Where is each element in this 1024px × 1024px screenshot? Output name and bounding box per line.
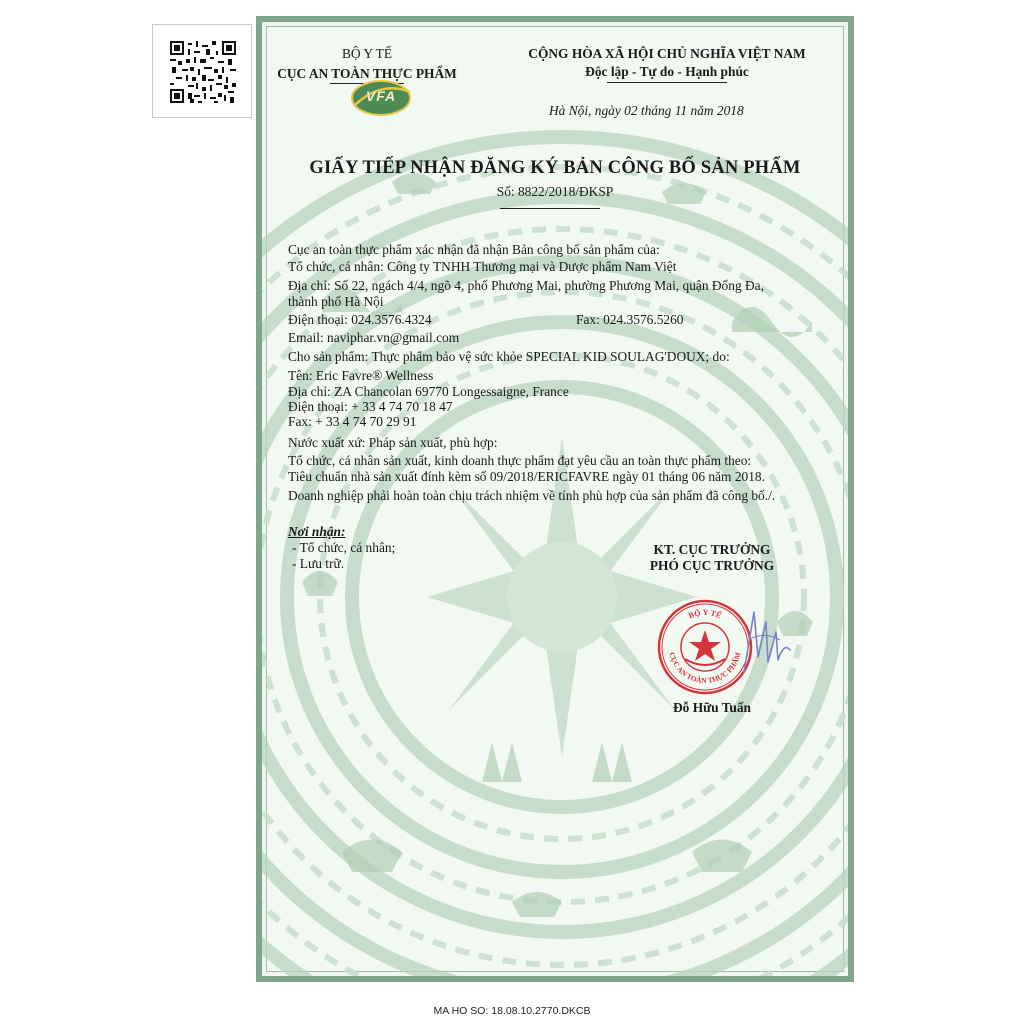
signer-role-secondary: PHÓ CỤC TRƯỞNG	[649, 558, 775, 573]
organization-address-line2: thành phố Hà Nội	[288, 294, 384, 309]
certificate-document	[256, 16, 854, 982]
qr-code-icon	[170, 41, 236, 103]
recipients-heading: Nơi nhận:	[288, 524, 346, 539]
manufacturer-name: Tên: Eric Favre® Wellness	[288, 368, 434, 383]
recipient-item: - Tổ chức, cá nhân;	[292, 540, 396, 555]
organization-email: Email: naviphar.vn@gmail.com	[288, 330, 460, 345]
intro-text: Cục an toàn thực phẩm xác nhận đã nhận Bản công bố sản phẩm của:	[288, 242, 660, 257]
signer-role-primary: KT. CỤC TRƯỞNG	[653, 542, 771, 557]
department-name: CỤC AN TOÀN THỰC PHẨM	[277, 66, 457, 81]
manufacturer-fax: Fax: + 33 4 74 70 29 91	[288, 414, 417, 429]
document-number: Số: 8822/2018/ĐKSP	[496, 184, 614, 199]
handwritten-signature	[732, 602, 802, 682]
manufacturer-phone: Điện thoại: + 33 4 74 70 18 47	[288, 399, 453, 414]
product-line: Cho sản phẩm: Thực phẩm bảo vệ sức khỏe SPECIAL KID SOULAG'DOUX; do:	[288, 349, 730, 364]
organization: Tổ chức, cá nhân: Công ty TNHH Thương mại và Dược phẩm Nam Việt	[288, 259, 677, 274]
stamp-bottom-text: CỤC AN TOÀN THỰC PHẨM	[667, 651, 743, 686]
country-name: CỘNG HÒA XÃ HỘI CHỦ NGHĨA VIỆT NAM	[528, 46, 806, 61]
organization-fax: Fax: 024.3576.5260	[576, 312, 684, 327]
origin-country: Nước xuất xứ: Pháp sản xuất, phù hợp:	[288, 435, 498, 450]
standard-line2: Tiêu chuẩn nhà sản xuất đính kèm số 09/2018/ERICFAVRE ngày 01 tháng 06 năm 2018.	[288, 469, 765, 484]
responsibility-statement: Doanh nghiệp phải hoàn toàn chịu trách nhiệm về tính phù hợp của sản phẩm đã công bố./.	[288, 488, 776, 503]
organization-phone: Điện thoại: 024.3576.4324	[288, 312, 432, 327]
file-code-footer: MA HO SO: 18.08.10.2770.DKCB	[433, 1005, 591, 1017]
signer-name: Đỗ Hữu Tuấn	[672, 700, 751, 715]
svg-text:BỘ Y TẾ	[687, 608, 723, 621]
issue-date: Hà Nội, ngày 02 tháng 11 năm 2018	[549, 103, 744, 118]
motto-underline	[607, 82, 727, 83]
organization-address-line1: Địa chỉ: Số 22, ngách 4/4, ngõ 4, phố Phương Mai, phường Phương Mai, quận Đống Đa,	[288, 278, 764, 293]
national-motto: Độc lập - Tự do - Hạnh phúc	[585, 64, 749, 79]
qr-code-box	[152, 24, 252, 118]
stamp-top-text: BỘ Y TẾ	[687, 607, 723, 621]
title-underline	[500, 208, 600, 209]
document-title: GIẤY TIẾP NHẬN ĐĂNG KÝ BẢN CÔNG BỐ SẢN PHẨM	[309, 158, 801, 178]
ministry-name: BỘ Y TẾ	[341, 46, 393, 61]
recipient-item: - Lưu trữ.	[292, 556, 345, 571]
standard-line1: Tổ chức, cá nhân sản xuất, kinh doanh thực phẩm đạt yêu cầu an toàn thực phẩm theo:	[288, 453, 752, 468]
manufacturer-address: Địa chỉ: ZA Chancolan 69770 Longessaigne, France	[288, 384, 569, 399]
vfa-logo-text: VFA	[365, 88, 397, 104]
